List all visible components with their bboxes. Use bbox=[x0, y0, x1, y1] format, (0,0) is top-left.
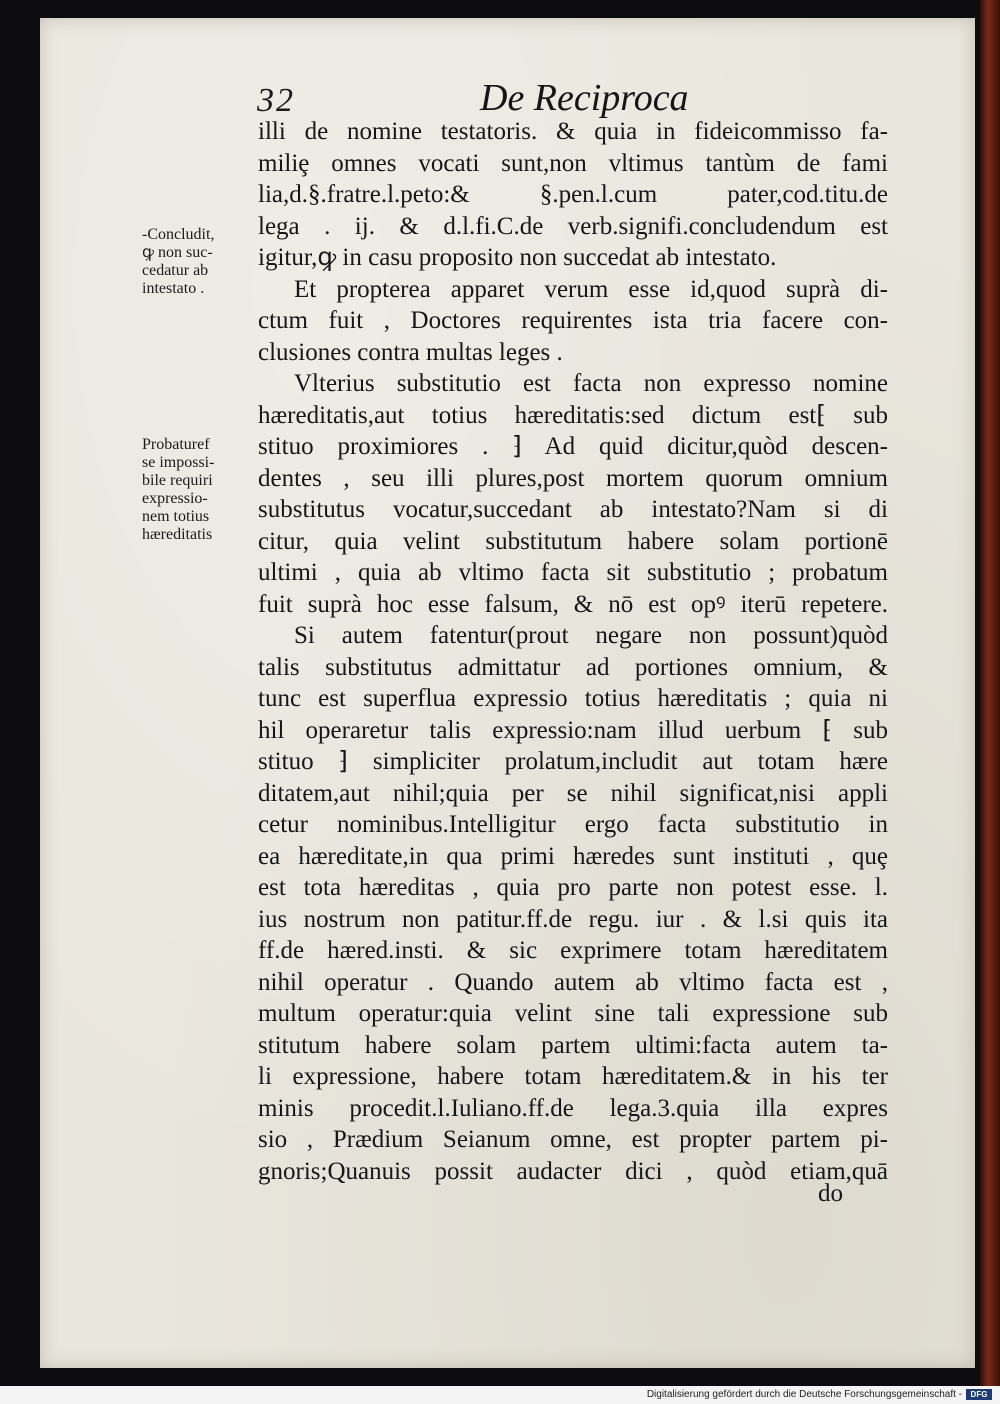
body-text bbox=[258, 116, 888, 1187]
catchword: do bbox=[818, 1180, 843, 1207]
text-line: talis substitutus admittatur ad portiones omnium, & bbox=[258, 653, 888, 681]
text-line: dentes , seu illi plures,post mortem quorum omnium bbox=[258, 464, 888, 492]
text-line: Et propterea apparet verum esse id,quod suprà di- bbox=[294, 275, 888, 303]
text-line: stituo ⁆ simpliciter prolatum,includit aut totam hære bbox=[258, 748, 888, 775]
marginal-note-line: Probaturef bbox=[142, 436, 210, 453]
text-line: ea hæreditate,in qua primi hæredes sunt instituti , quȩ bbox=[258, 842, 888, 870]
text-line: citur, quia velint substitutum habere solam portionē bbox=[258, 527, 888, 555]
text-line: ultimi , quia ab vltimo facta sit substitutio ; probatum bbox=[258, 559, 888, 586]
text-line: Vlterius substitutio est facta non expresso nomine bbox=[294, 370, 888, 397]
text-line: miliȩ omnes vocati sunt,non vltimus tantùm de fami bbox=[258, 149, 888, 177]
text-line: hæreditatis,aut totius hæreditatis:sed dictum est⁅ sub bbox=[258, 401, 888, 429]
marginal-note-line: hæreditatis bbox=[142, 526, 213, 543]
marginal-note-line: ꝙ non suc- bbox=[142, 244, 213, 261]
text-line: ius nostrum non patitur.ff.de regu. iur . & l.si quis ita bbox=[258, 905, 888, 933]
text-line: lega . ij. & d.l.fi.C.de verb.signifi.concludendum est bbox=[258, 212, 888, 240]
running-head: De Reciproca bbox=[480, 77, 689, 119]
text-line: gnoris;Quanuis possit audacter dici , quòd etiam,quā bbox=[258, 1157, 888, 1185]
marginal-note-line: nem totius bbox=[142, 508, 210, 525]
text-line: est tota hæreditas , quia pro parte non potest esse. l. bbox=[258, 874, 888, 901]
text-line: hil operaretur talis expressio:nam illud uerbum ⁅ sub bbox=[258, 716, 888, 744]
text-line: minis procedit.l.Iuliano.ff.de lega.3.quia illa expres bbox=[258, 1094, 888, 1122]
text-line: ff.de hæred.insti. & sic exprimere totam hæreditatem bbox=[258, 937, 888, 964]
text-line: tunc est superflua expressio totius hæreditatis ; quia ni bbox=[258, 685, 888, 712]
marginal-note-line: expressio- bbox=[142, 490, 208, 507]
marginal-note bbox=[142, 226, 260, 298]
marginal-note-line: -Concludit, bbox=[142, 226, 215, 243]
text-line: substitutus vocatur,succedant ab intestato?Nam si di bbox=[258, 496, 888, 523]
text-line: ctum fuit , Doctores requirentes ista tria facere con- bbox=[258, 307, 888, 334]
text-line: ditatem,aut nihil;quia per se nihil significat,nisi appli bbox=[258, 779, 888, 807]
marginal-note bbox=[142, 436, 260, 544]
text-line: stituo proximiores . ⁆ Ad quid dicitur,quòd descen- bbox=[258, 433, 888, 460]
text-line: sio , Prædium Seianum omne, est propter partem pi- bbox=[258, 1126, 888, 1153]
text-line: stitutum habere solam partem ultimi:facta autem ta- bbox=[258, 1031, 888, 1059]
text-line: li expressione, habere totam hæreditatem.& in his ter bbox=[258, 1063, 888, 1090]
page-number: 32 bbox=[257, 82, 295, 119]
text-line: lia,d.§.fratre.l.peto:& §.pen.l.cum pater,cod.titu.de bbox=[258, 181, 888, 208]
text-line: clusiones contra multas leges . bbox=[258, 338, 563, 366]
marginal-note-line: bile requiri bbox=[142, 472, 213, 489]
marginal-note-line: cedatur ab bbox=[142, 262, 209, 279]
text-line: illi de nomine testatoris. & quia in fideicommisso fa- bbox=[258, 118, 888, 145]
text-line: cetur nominibus.Intelligitur ergo facta substitutio in bbox=[258, 811, 888, 838]
text-line: Si autem fatentur(prout negare non possunt)quòd bbox=[294, 622, 888, 649]
text-line: fuit suprà hoc esse falsum, & nō est opꝰ iterū repetere. bbox=[258, 590, 888, 618]
text-line: igitur,ꝙ in casu proposito non succedat ab intestato. bbox=[258, 244, 777, 271]
funding-credit: Digitalisierung gefördert durch die Deutsche Forschungsgemeinschaft - bbox=[646, 1389, 962, 1400]
book-edge bbox=[980, 0, 1000, 1386]
marginal-note-line: se impossi- bbox=[142, 454, 215, 471]
text-line: nihil operatur . Quando autem ab vltimo facta est , bbox=[258, 968, 888, 996]
marginal-note-line: intestato . bbox=[142, 280, 205, 297]
dfg-logo: DFG bbox=[966, 1389, 992, 1400]
text-line: multum operatur:quia velint sine tali expressione sub bbox=[258, 1000, 888, 1027]
